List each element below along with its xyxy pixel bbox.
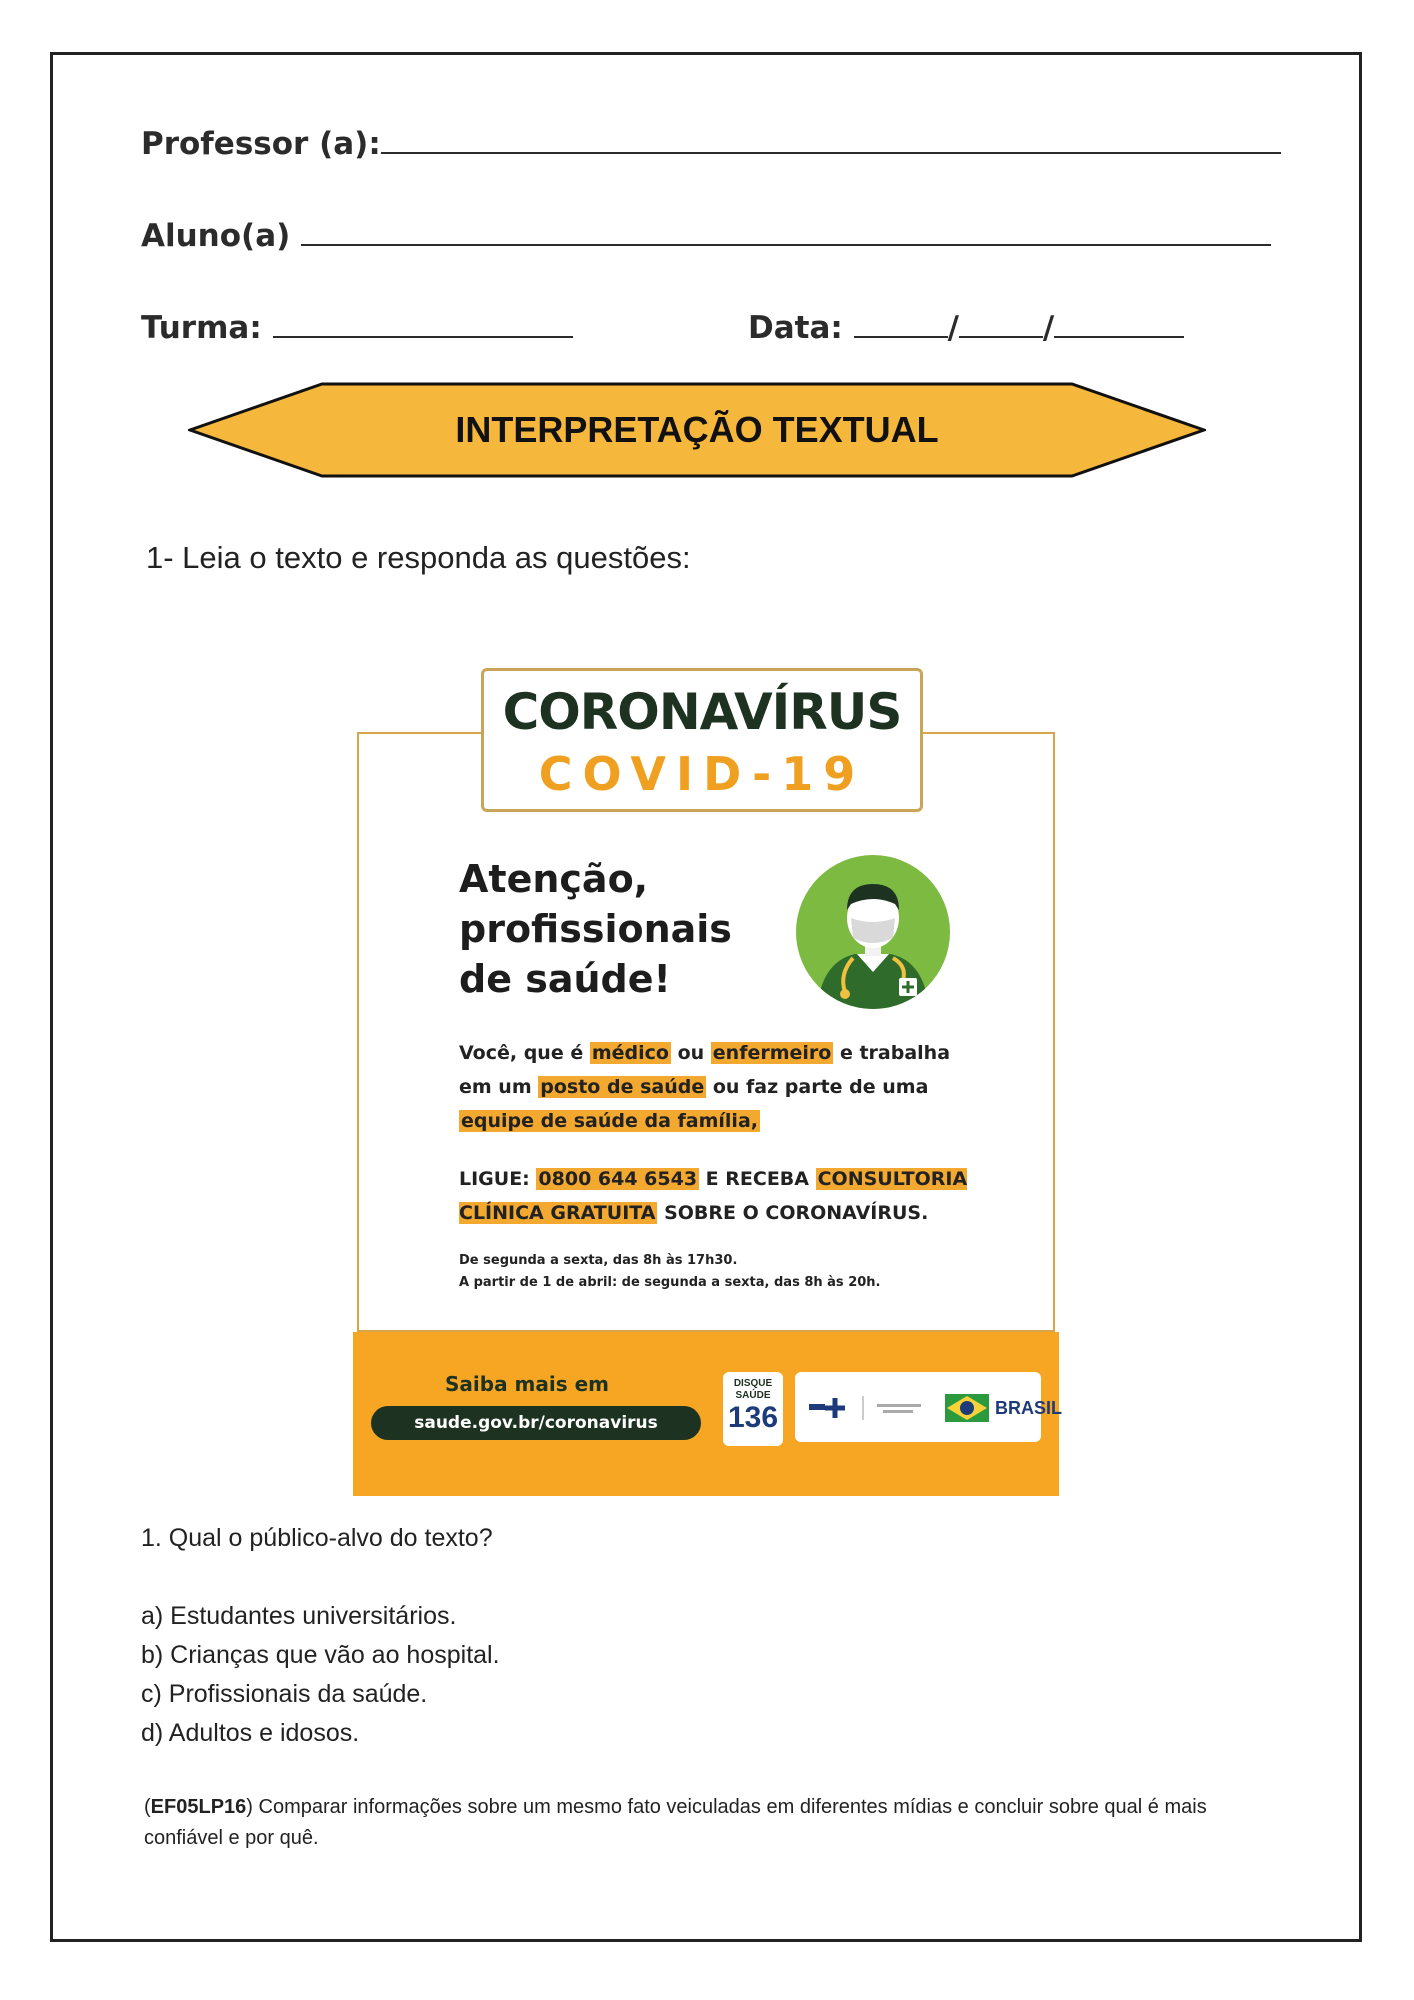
body-text: Você, que é (459, 1042, 590, 1064)
saiba-mais-label: Saiba mais em (445, 1372, 609, 1396)
website-link: saude.gov.br/coronavirus (371, 1406, 701, 1440)
banner-title: INTERPRETAÇÃO TEXTUAL (455, 409, 939, 450)
date-slash: / (947, 310, 959, 346)
poster-footer (353, 1332, 1062, 1496)
covid-poster (353, 668, 1062, 1496)
highlight-consultoria: CONSULTORIA CLÍNICA GRATUITA (459, 1168, 968, 1224)
body-text: ou faz parte de uma (706, 1076, 929, 1098)
bncc-skill-note (144, 1792, 1244, 1854)
highlight-enfermeiro: enfermeiro (712, 1042, 832, 1064)
class-line (141, 310, 573, 346)
option-a[interactable]: a) Estudantes universitários. (141, 1602, 457, 1630)
option-b[interactable]: b) Crianças que vão ao hospital. (141, 1641, 500, 1669)
teacher-field[interactable] (381, 128, 1281, 154)
class-field[interactable] (273, 312, 573, 338)
teacher-line (141, 126, 1281, 162)
body-text: e trabalha em um (459, 1042, 951, 1098)
poster-panel (357, 732, 1055, 1332)
option-d[interactable]: d) Adultos e idosos. (141, 1719, 360, 1747)
brasil-wordmark: BRASIL (995, 1398, 1062, 1418)
attention-heading (459, 854, 732, 1004)
date-line (748, 310, 1184, 346)
call-text: SOBRE O CORONAVÍRUS. (657, 1202, 929, 1224)
date-month-field[interactable] (959, 312, 1043, 338)
poster-title: CORONAVÍRUS (502, 683, 902, 741)
date-slash: / (1042, 310, 1055, 346)
highlight-posto: posto de saúde (540, 1076, 705, 1098)
student-line (141, 218, 1271, 254)
highlight-medico: médico (591, 1042, 669, 1064)
hours-line: De segunda a sexta, das 8h às 17h30. (459, 1253, 738, 1268)
disque-label: DISQUE SAÚDE (733, 1378, 773, 1401)
open-paren: ( (144, 1796, 151, 1818)
attention-line: de saúde! (459, 957, 671, 1001)
health-professional-icon (795, 854, 951, 1010)
highlight-equipe: equipe de saúde da família, (461, 1110, 758, 1132)
date-day-field[interactable] (854, 312, 948, 338)
disque-number: 136 (727, 1401, 779, 1434)
poster-call-text (459, 1162, 1019, 1230)
skill-code: EF05LP16 (150, 1796, 247, 1818)
call-text: LIGUE: (459, 1168, 537, 1190)
hours-line: A partir de 1 de abril: de segunda a sexta, das 8h às 20h. (459, 1275, 881, 1290)
government-logos (795, 1372, 1062, 1442)
student-label: Aluno(a) (141, 218, 291, 254)
class-label: Turma: (141, 310, 262, 346)
instruction: 1- Leia o texto e responda as questões: (146, 540, 691, 575)
attention-line: profissionais (459, 907, 732, 951)
poster-hours (459, 1250, 880, 1294)
option-c[interactable]: c) Profissionais da saúde. (141, 1680, 428, 1708)
poster-subtitle: COVID-19 (538, 747, 866, 801)
brazil-flag-icon (945, 1392, 989, 1424)
attention-line: Atenção, (459, 857, 649, 901)
skill-description: ) Comparar informações sobre um mesmo fato veiculadas em diferentes mídias e concluir sobre qual é mais confiável e por quê. (144, 1796, 1207, 1849)
phone-number: 0800 644 6543 (538, 1168, 698, 1190)
date-label: Data: (748, 310, 843, 346)
date-year-field[interactable] (1054, 312, 1184, 338)
question-text: 1. Qual o público-alvo do texto? (141, 1524, 493, 1552)
poster-title-card (481, 668, 923, 812)
teacher-label: Professor (a): (141, 126, 381, 162)
poster-body-text (459, 1036, 979, 1138)
student-field[interactable] (301, 220, 1271, 246)
body-text: ou (670, 1042, 711, 1064)
call-text: E RECEBA (699, 1168, 816, 1190)
disque-saude-badge (723, 1372, 783, 1446)
